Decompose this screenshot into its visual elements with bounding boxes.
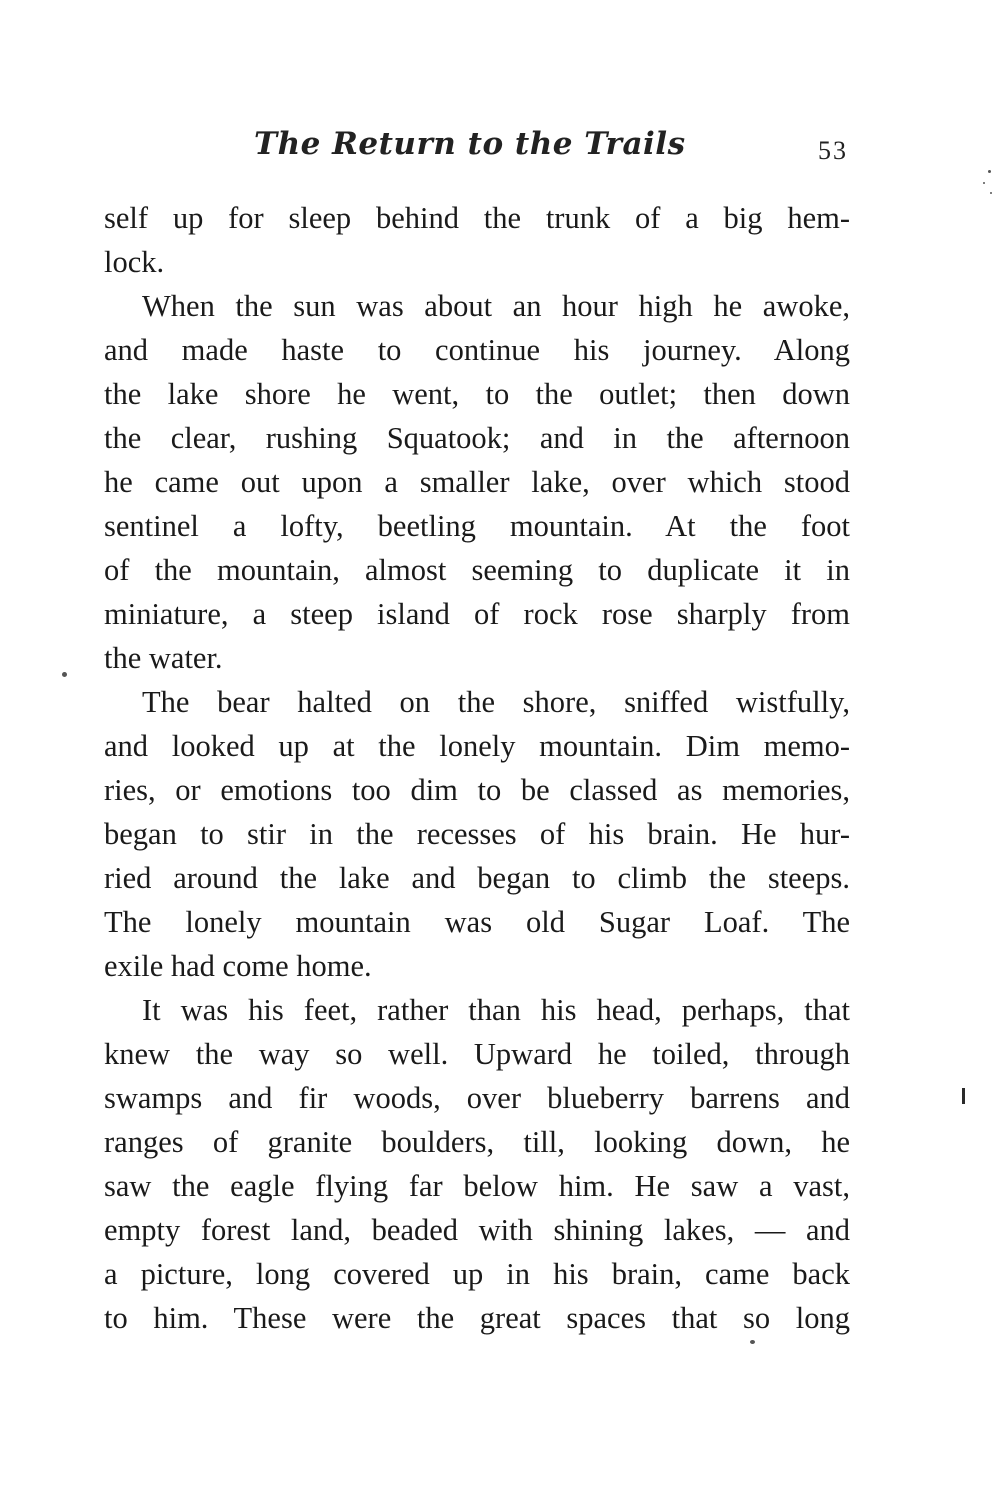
scan-speck: [990, 192, 992, 194]
text-line: miniature, a steep island of rock rose sharply from: [104, 597, 850, 631]
text-line: of the mountain, almost seeming to duplicate it in: [104, 553, 850, 587]
text-line: the lake shore he went, to the outlet; then down: [104, 377, 850, 411]
text-line: lock.: [104, 245, 165, 279]
text-line: exile had come home.: [104, 949, 372, 983]
text-line: ries, or emotions too dim to be classed as memories,: [104, 773, 850, 807]
scan-speck: [750, 1340, 755, 1344]
text-line: empty forest land, beaded with shining lakes, — and: [104, 1213, 850, 1247]
page-number: 53: [818, 136, 848, 165]
scan-speck: [62, 672, 67, 677]
text-line: began to stir in the recesses of his brain. He hur-: [104, 817, 850, 851]
text-line: The lonely mountain was old Sugar Loaf. The: [104, 905, 850, 939]
text-line: and made haste to continue his journey. Along: [104, 333, 850, 367]
running-head: [104, 126, 848, 176]
text-line: he came out upon a smaller lake, over which stood: [104, 465, 850, 499]
text-line: ranges of granite boulders, till, looking down, he: [104, 1125, 850, 1159]
scan-mark: [962, 1088, 965, 1104]
scan-speck: [988, 170, 991, 173]
text-line: a picture, long covered up in his brain, came back: [104, 1257, 850, 1291]
scan-speck: [983, 182, 985, 184]
text-line: ried around the lake and began to climb the steeps.: [104, 861, 850, 895]
text-line: to him. These were the great spaces that so long: [104, 1301, 850, 1335]
text-line: the water.: [104, 641, 223, 675]
running-title: The Return to the Trails: [254, 126, 686, 162]
body-text: [104, 196, 850, 1340]
text-line: and looked up at the lonely mountain. Dim memo-: [104, 729, 850, 763]
text-line: sentinel a lofty, beetling mountain. At the foot: [104, 509, 850, 543]
text-line: The bear halted on the shore, sniffed wistfully,: [142, 685, 850, 719]
text-line: swamps and fir woods, over blueberry barrens and: [104, 1081, 850, 1115]
text-line: knew the way so well. Upward he toiled, through: [104, 1037, 850, 1071]
text-line: saw the eagle flying far below him. He saw a vast,: [104, 1169, 850, 1203]
text-line: It was his feet, rather than his head, perhaps, that: [142, 993, 850, 1027]
text-line: When the sun was about an hour high he awoke,: [142, 289, 850, 323]
text-line: self up for sleep behind the trunk of a big hem-: [104, 201, 850, 235]
text-line: the clear, rushing Squatook; and in the afternoon: [104, 421, 850, 455]
